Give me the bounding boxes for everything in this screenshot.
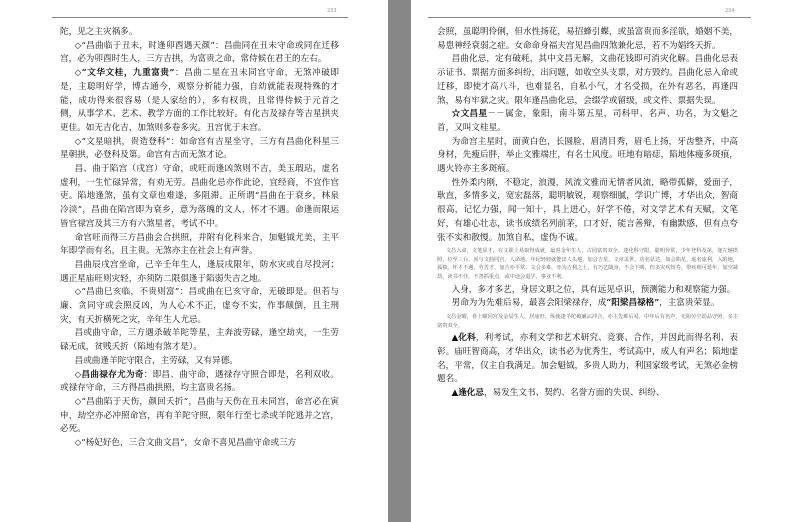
paragraph: ◇昌曲禄存尤为奇：即昌、曲守命，遇禄存守照合即是，名利双收。或禄存守命，三方得昌曲拱照，均主富贵名扬。 — [60, 369, 339, 394]
paragraph: ◇“昌曲巳亥临，不贵则富”：昌或曲在巳亥守命，无破即是。但若与廉、贪同守或会照反凶，为人心术不正，虚夸不实，作事颠倒，且主刑灾，有天折横死之灾，辛年生人尤忌。 — [60, 287, 339, 325]
paragraph: 入身，多才多艺，身居文职之位，具有远见卓识，预测能力和观察能力强。 — [451, 284, 736, 295]
bold-heading: ▲逢化忌 — [451, 388, 484, 399]
small-note: 文昌入命，文笔显才，在文职上易取得成就，最喜金年生人，古园富贵双全，逢化科守限，聪明异常，少年登科及第，逢左辅拱照，位至三台，喜与文曲同宫，人命地，年纪轻轻就能出人头地，加会吉星，文章盖世，功名显达，如会陷星，虚名虚利，入陷地，孤独，怀才不遇，劳苦才，加吉亦平常，文会多难，亦为吉利之士，有巧艺随身，不会下贱，但多灾疾短寿，带疾则可延年，加空减劫，读书不佳，不善抓重点，或中途会退学，事业不利。 — [437, 248, 738, 281]
paragraph: 昌或曲逢羊陀守限合，主劳碌，又有异德。 — [74, 355, 238, 366]
bold-term: “阳梁昌禄格” — [606, 298, 660, 309]
paragraph: 陀，见之主灾祸多。 — [60, 27, 138, 37]
bold-heading: ☆文昌星 — [451, 109, 488, 120]
bold-heading: ▲化科 — [451, 333, 476, 344]
paragraph: 男命为为先难后易，最喜会阳梁禄存，成“阳梁昌禄格”，主富贵荣显。 — [451, 298, 720, 309]
paragraph: ◇“文华文桂，九重富贵”：昌曲二星在丑未同宫守命，无煞冲破即是，主聪明好学，博古通今，观察分析能力强，自幼就能表现特殊的才能，成功得来很容易（是人家给的），多有权贵，且常得侍候于元首之侧，从事学术、艺术、教学方面的工作比较好。有化吉及禄存等吉星拱夹更佳。如无吉化吉，加煞则多卷多灾。丑宫优于未宫。 — [60, 68, 339, 133]
bold-heading: ◇“文华文桂，九重富贵” — [74, 68, 175, 79]
paragraph: ▲逢化忌，易发生文书、契约、名誉方面的失误、纠纷、 — [451, 388, 665, 399]
page-body — [437, 26, 738, 401]
paragraph: ▲化科，利考试，亦利文学和艺术研究、竞赛、合作，并因此而得名利、表彰。庙旺智商高，才华出众，读书必为优秀生，考试高中，成人有声名；陷地虚名，平常，仅主自我满足。加会魁钺，多贵人助力，利国家级考试，无煞必金榜题名。 — [437, 333, 738, 385]
paragraph: ◇“昌曲陷于天伤，颜回夭折”，昌曲与天伤在丑未同宫，命宫必在寅申，劫空亦必冲照命宫，再有羊陀守照，限年行至七杀或羊陀逃并之宫，必死。 — [60, 396, 339, 435]
paragraph: 昌或曲守命，三方遇杀破羊陀等星，主奔波劳碌，逢空劫夹，一生劳碌无成，贫贱夭折（陷地有煞才是）。 — [60, 328, 339, 353]
paragraph: ◇“昌曲临于丑未，时逢卯酉遇天颜”：昌曲同在丑未守命或同在迁移宫，必为卯酉时生人，三方吉拱，为富贵之命，常侍候在君王的左右。 — [60, 40, 339, 65]
paragraph: ◇“文星暗拱，贵造登科”：如命宫有吉星坐守，三方有昌曲化科星三星朝拱，必登科及第。命宫有吉而无煞才论。 — [60, 136, 339, 161]
page-number: 233 — [327, 8, 337, 14]
paragraph: ◇“杨妃好色，三合文曲文昌”，女命不喜见昌曲守命或三方 — [74, 438, 297, 449]
paragraph: 昌曲辰戌宫坐命，己辛壬年生人，逢辰戌限年，防水灾或自尽投河；遇正星庙旺则灾轻，亦须防二限俱逢于陷弱失吉之地。 — [60, 259, 339, 284]
paragraph: 命宫旺而得三方昌曲会合拱照，并附有化科来合，加魁钺尤美，主平年即学而有名，且主贵。无煞亦主在社会上有声誉。 — [60, 232, 339, 257]
header-rule — [428, 17, 751, 18]
small-note: 文昌金曜，喜土曜同宫及金局生人，居庙旺，纵使逢羊陀破廉沾冲合，亦主先难后易，中年后有名声，无阻劳空劫品守照，多主富贵双全。 — [437, 314, 738, 329]
paragraph: 为命宫主星时，面黄白色，长圆脸，眉清目秀，眉毛上扬，牙齿整齐，中高身材，先瘦后胖，举止文雅端庄，有名士风度。旺地有暗痣，陷地体瘦多斑痕，遇火铃亦主多斑痕。 — [437, 136, 738, 175]
header-rule — [52, 17, 348, 18]
paragraph: 昌、曲于陷宫（戌宫）守命，或旺而逢凶煞则不吉，美玉瑕玷，虚名虚利，一生忙碌异常，有劝无劳。昌曲化忌亦作此论，宜经商，不宜作官吏。陷地逢煞，虽有文章也难遂，多阻滞。正所谓“昌曲在于衰乡，林泉冷淡”，昌曲在陷宫即为衰乡，意为落魄的文人，怀才不遇。命逢而限运皆官禄宫及其三方有六煞星者，考试不中。 — [60, 164, 339, 229]
paragraph: 昌曲化忌，定有破耗，其中文昌无解，文曲花钱即可消灾化解。昌曲化忌表示证书、票据方面多纠纷，出问题，如收空头支票，对方毁约。昌曲化忌入命或迁移，即使才高八斗，也难显名，自私小气，才名受损，在外有恶名，再逢四煞，易有牢狱之灾。限年逢昌曲化忌，会缀学或留级，或文件、票据失误。 — [437, 54, 738, 106]
page-number: 234 — [725, 8, 735, 14]
left-page — [0, 0, 388, 522]
paragraph: ☆文昌星－－属金，象阳，南斗第五星，司科甲、名声、功名，为文魁之首，又叫文桂星。 — [437, 109, 738, 133]
paragraph: 会照，虽聪明伶俐，但水性扬花，易招蜂引蝶，或虽富贵而多淫欲，婚姻不美，易患神经衰弱之症。女命命身福夫宫见昌曲四煞兼化忌，若不为娼终天折。 — [437, 27, 738, 51]
bold-heading: ◇昌曲禄存尤为奇 — [74, 369, 144, 380]
paragraph: 性外柔内刚，不稳定，浪漫，风流文雅而无情者风流，略带孤僻，爱面子，耿直，多情多义，宽宏磊落，聪明敏锐，观察细腻，学识广博，才华出众，智商很高，记忆力强，闻一知十，具上进心，好学不倦，对文学艺术有天赋，文笔好，有雄心壮志，读书成绩名列前茅，口才好，能言善辩，有幽默感，但有点夸张不实和散慢。加煞自私，虚伪不诚。 — [437, 177, 738, 243]
right-page — [411, 0, 799, 522]
page-body — [60, 26, 339, 451]
